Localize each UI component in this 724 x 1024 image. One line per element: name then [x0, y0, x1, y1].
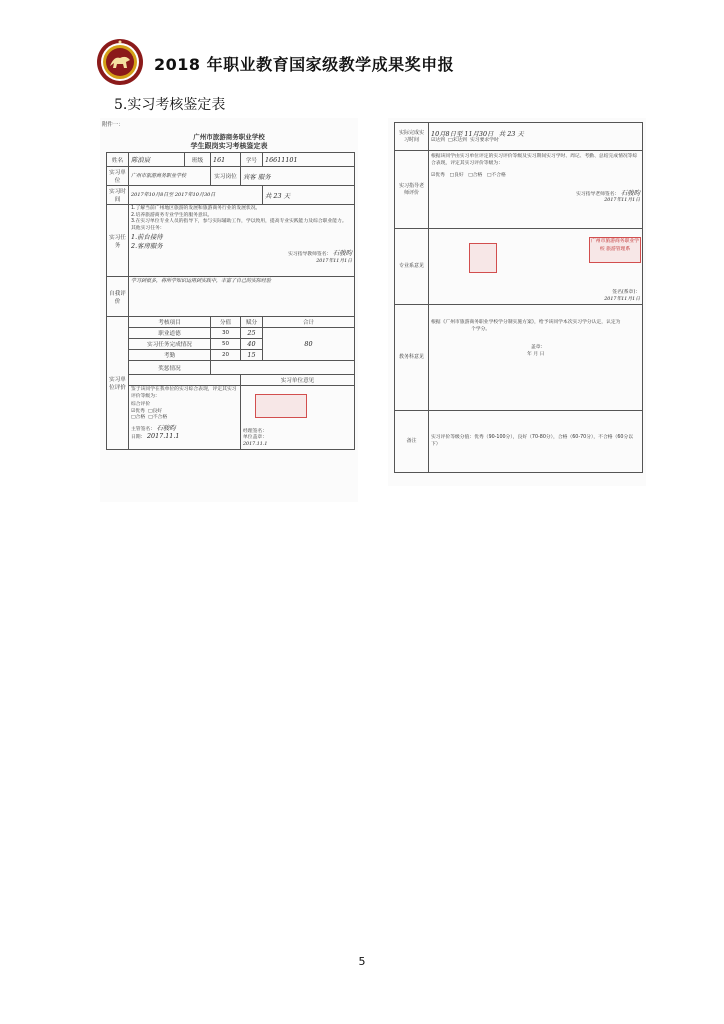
- name-value: 陈浪宸: [129, 153, 185, 167]
- teacher-signature: 石骏昀: [620, 188, 640, 197]
- task-extra-label: 其他实习任务：: [131, 225, 165, 231]
- overall-eval-text: 鉴于该同学在我单位的实习综合表现，评定其实习评价等级为：: [131, 387, 237, 399]
- class-label: 班级: [185, 153, 211, 167]
- time-value: 2017年10月8日至 2017年10月30日: [129, 186, 263, 205]
- school-name: 广州市旅游商务职业学校: [193, 133, 265, 141]
- internship-assessment-form-page1: [100, 118, 358, 502]
- form-table-left: [106, 152, 355, 450]
- col-header-total: 合计: [263, 317, 355, 328]
- grade-fail-checkbox: □不合格: [148, 415, 168, 420]
- dept-opinion-cell: [429, 229, 643, 305]
- name-label: 姓名: [107, 153, 129, 167]
- stamp-date: 2017.11.1: [243, 441, 268, 447]
- post-label: 实习岗位: [211, 167, 241, 186]
- teacher-eval-label: 实习指导老师评价: [395, 151, 429, 229]
- row-item: 实习任务完成情况: [129, 339, 211, 350]
- col-header-item: 考核项目: [129, 317, 211, 328]
- grade-excellent-checkbox: ☑优秀: [431, 173, 445, 178]
- total-value: 80: [263, 328, 355, 361]
- finish-time-line: [431, 129, 640, 138]
- dept-stamp-left-icon: [469, 243, 497, 273]
- grade-good-checkbox: □良好: [449, 173, 464, 178]
- task-label: 实习任务: [107, 205, 129, 277]
- section-title: 5.实习考核鉴定表: [114, 97, 226, 113]
- note-label: 备注: [395, 411, 429, 473]
- teacher-signature-line: [131, 250, 352, 259]
- unit-stamp-icon: [255, 394, 307, 418]
- self-eval-label: 自我评价: [107, 277, 129, 317]
- page-number: 5: [358, 955, 366, 968]
- dept-date: 2017年11月1日: [604, 296, 640, 302]
- unit-opinion-cell: [241, 386, 355, 450]
- grade-fail-checkbox: □不合格: [486, 173, 506, 178]
- col-header-given: 赋分: [241, 317, 263, 328]
- grade-pass-checkbox: □合格: [131, 415, 146, 420]
- finish-days: 共 23 天: [498, 129, 524, 138]
- not-reached-checkbox: □未达到: [447, 137, 467, 143]
- manager-sig-label: 经理签名：: [243, 428, 267, 434]
- student-id-value: 16611101: [263, 153, 355, 167]
- unit-opinion-label: 实习单位意见: [241, 375, 355, 386]
- office-date: 年 月 日: [527, 351, 545, 357]
- grade-pass-checkbox: □合格: [468, 173, 483, 178]
- task-handwritten-1: 1.前台接待: [131, 233, 163, 241]
- dept-opinion-label: 专业系意见: [395, 229, 429, 305]
- task-handwritten-2: 2.客房服务: [131, 242, 163, 250]
- unit-eval-label: 实习单位评价: [107, 317, 129, 450]
- unit-value: 广州市旅游商务职业学校: [129, 167, 211, 186]
- office-opinion-text: 根据《广州市旅游商务职业学校学分制实施方案》，给予该同学本次实习学分认定，认定为: [431, 320, 621, 325]
- task-cell: [129, 205, 355, 277]
- task-item: 3.在实习单位专业人员的指导下，参与实际辅助工作，学以致用，提高专业实践能力及综合职业能力。: [131, 219, 347, 224]
- date-label: 日期：: [131, 435, 146, 440]
- dept-stamp-icon: 广州市旅游商务职业学校 旅游管理系: [589, 237, 641, 263]
- row-score: 30: [211, 328, 241, 339]
- teacher-eval-cell: [429, 151, 643, 229]
- overall-eval-cell: [129, 386, 241, 450]
- row-given: 15: [241, 350, 263, 361]
- teacher-eval-text: 根据该同学由实习单位评定的实习评价等级及实习期间实习学时、周记、考勤、总结完成情况等综合表现，评定其实习评价等级为：: [431, 154, 638, 166]
- row-given: 25: [241, 328, 263, 339]
- teacher-signature-label: 实习指导教师签名：: [288, 252, 332, 257]
- overall-label: 综合评价: [131, 402, 151, 407]
- days-value: 共 23 天: [263, 186, 355, 205]
- time-label: 实习时间: [107, 186, 129, 205]
- grade-excellent-checkbox: ☑优秀: [131, 408, 145, 414]
- supervisor-signature: 石骏昀: [156, 423, 176, 432]
- grade-options: [131, 409, 238, 422]
- office-credit: 个学分。: [471, 326, 491, 332]
- row-item: 职业道德: [129, 328, 211, 339]
- class-value: 161: [211, 153, 241, 167]
- form-table-right: [394, 122, 643, 473]
- teacher-sig-label: 实习指导老师签名：: [576, 191, 620, 197]
- annex-label: 附件一：: [102, 122, 124, 128]
- teacher-signature: 石骏昀: [332, 249, 352, 257]
- teacher-date: 2017年11月1日: [316, 258, 352, 264]
- self-eval-text: 学习到很多，将所学知识运用到实践中，丰富了自己的实际经验: [129, 277, 355, 317]
- reached-checkbox: ☑达到: [431, 137, 445, 143]
- unit-label: 实习单位: [107, 167, 129, 186]
- required-hours-label: 实习要求学时: [469, 137, 499, 143]
- teacher-date: 2017年11月1日: [604, 198, 640, 203]
- teacher-grade-options: [431, 173, 640, 180]
- finish-time-label: 实际完成实习时间: [395, 123, 429, 151]
- task-item: 1.了解当前广州地区旅游的发展和旅游商务行业的发展状况。: [131, 206, 261, 211]
- row-item: 考勤: [129, 350, 211, 361]
- row-given: 40: [241, 339, 263, 350]
- form-title: 学生跟岗实习考核鉴定表: [190, 142, 268, 150]
- document-header: [96, 38, 696, 94]
- note-text: 实习评价等级分值：优秀（90-100分），良好（70-80分），合格（60-70分），不合格（60分以下）: [429, 411, 643, 473]
- task-item: 2.培养旅游商务专业学生的服务意识。: [131, 212, 213, 218]
- date-value: 2017.11.1: [146, 432, 180, 440]
- document-title: 2018 年职业教育国家级教学成果奖申报: [154, 55, 455, 74]
- row-score: 20: [211, 350, 241, 361]
- unit-stamp-label: 单位盖章：: [243, 435, 267, 440]
- grade-good-checkbox: □良好: [147, 408, 163, 414]
- finish-time-value: 10月8日至 11月30日: [431, 129, 494, 138]
- internship-assessment-form-page2: [388, 118, 646, 486]
- finish-time-cell: [429, 123, 643, 151]
- school-emblem-icon: [96, 38, 144, 86]
- office-opinion-cell: [429, 305, 643, 411]
- teacher-sig-line: [431, 190, 640, 199]
- reward-label: 奖惩情况: [129, 361, 211, 375]
- student-id-label: 学号: [241, 153, 263, 167]
- row-score: 50: [211, 339, 241, 350]
- supervisor-label: 主管签名：: [131, 426, 155, 432]
- date-line: [131, 433, 238, 442]
- overall-header-blank: [129, 375, 241, 386]
- office-opinion-label: 教务科意见: [395, 305, 429, 411]
- post-value: 宾客 服务: [241, 167, 355, 186]
- reward-value: [211, 361, 355, 375]
- office-stamp-label: 盖章：: [531, 345, 546, 350]
- col-header-score: 分值: [211, 317, 241, 328]
- dept-sig-label: 签名(系章)：: [612, 290, 640, 295]
- finish-options: [431, 138, 640, 145]
